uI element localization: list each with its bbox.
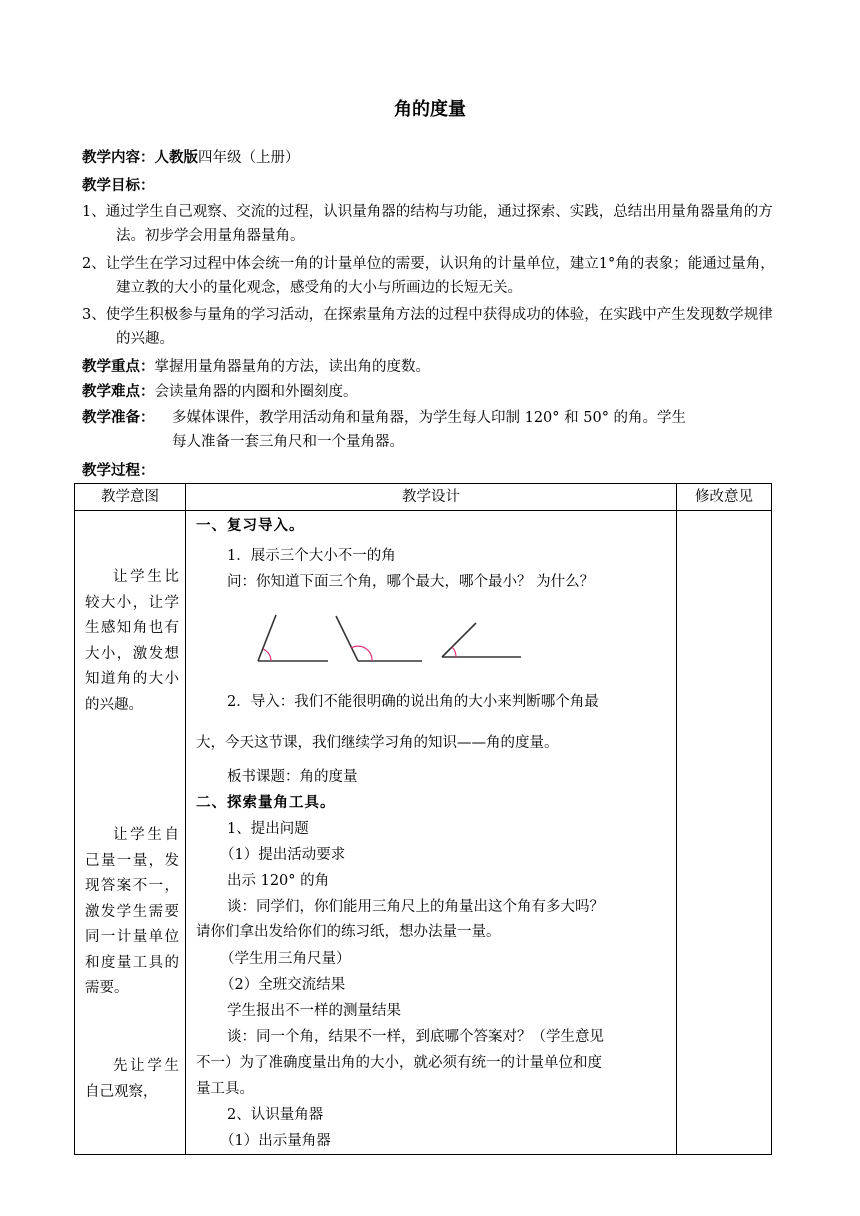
revision-cell (677, 511, 772, 1155)
objective-2: 2、让学生在学习过程中体会统一角的计量单位的需要，认识角的计量单位，建立1°角的表象；能通过量角，建立教的大小的量化观念，感受角的大小与所画边的长短无关。 (82, 256, 775, 296)
angle-2 (336, 616, 422, 661)
process-table (74, 483, 772, 1155)
header-revision: 修改意见 (677, 484, 772, 511)
header-intent: 教学意图 (75, 484, 186, 511)
table-row (75, 511, 772, 1155)
design-line: 谈：同一个角，结果不一样，到底哪个答案对？（学生意见 (227, 1029, 604, 1045)
design-cell (186, 511, 677, 1155)
design-line: 板书课题：角的度量 (227, 769, 358, 785)
table-header-row (75, 484, 772, 511)
design-line: 1．展示三个大小不一的角 (227, 548, 396, 564)
design-line: （1）出示量角器 (220, 1133, 331, 1149)
angle-3 (442, 623, 521, 657)
three-angles-figure (236, 611, 526, 671)
page-title: 角的度量 (394, 99, 466, 120)
design-line: （学生用三角尺量） (220, 951, 351, 967)
design-line: 学生报出不一样的测量结果 (227, 1003, 401, 1019)
design-line: （2）全班交流结果 (220, 977, 346, 993)
content-value-2: 四年级（上册） (198, 150, 300, 166)
preparation: 教学准备： 多媒体课件，教学用活动角和量角器，为学生每人印制 120° 和 50° 的角。学生 每人准备一套三角尺和一个量角器。 (82, 406, 782, 454)
design-line: 2．导入：我们不能很明确的说出角的大小来判断哪个角最 (227, 694, 599, 710)
design-line: 谈：同学们，你们能用三角尺上的角量出这个角有多大吗？ (227, 899, 604, 915)
preparation-line-2: 每人准备一套三角尺和一个量角器。 (172, 434, 404, 450)
design-line: 请你们拿出发给你们的练习纸，想办法量一量。 (196, 924, 501, 940)
process-label: 教学过程： (82, 463, 155, 479)
angle-1 (258, 615, 328, 661)
intent-2: 让学生自己量一量，发现答案不一，激发学生需要同一计量单位和度量工具的需要。 (85, 827, 179, 996)
design-line: 1、提出问题 (227, 821, 309, 837)
design-line: 大，今天这节课，我们继续学习角的知识——角的度量。 (196, 735, 559, 751)
intent-cell (75, 511, 186, 1155)
intent-1: 让学生比较大小，让学生感知角也有大小，激发想知道角的大小的兴趣。 (85, 569, 179, 713)
design-line: 量工具。 (196, 1081, 254, 1097)
design-line: 出示 120° 的角 (227, 873, 330, 889)
content-line (82, 148, 300, 168)
section-1-title: 一、复习导入。 (196, 518, 305, 534)
section-2-title: 二、探索量角工具。 (196, 795, 336, 811)
content-label: 教学内容： (82, 150, 155, 166)
objective-1: 1、通过学生自己观察、交流的过程，认识量角器的结构与功能，通过探索、实践，总结出用量角器量角的方法。初步学会用量角器量角。 (82, 204, 773, 244)
objectives-label: 教学目标： (82, 178, 155, 194)
design-line: 问：你知道下面三个角，哪个最大，哪个最小？ 为什么？ (227, 574, 595, 590)
design-line: 不一）为了准确度量出角的大小，就必须有统一的计量单位和度 (196, 1055, 602, 1071)
content-value: 人教版 (154, 150, 198, 166)
intent-3: 先让学生自己观察， (85, 1058, 179, 1100)
design-line: （1）提出活动要求 (220, 847, 346, 863)
objective-3: 3、使学生积极参与量角的学习活动，在探索量角方法的过程中获得成功的体验，在实践中产生发现数学规律的兴趣。 (82, 307, 773, 347)
design-line: 2、认识量角器 (227, 1107, 324, 1123)
preparation-line-1: 多媒体课件，教学用活动角和量角器，为学生每人印制 120° 和 50° 的角。学生 (172, 410, 687, 426)
key-point: 教学重点：掌握用量角器量角的方法，读出角的度数。 (82, 359, 430, 375)
difficulty: 教学难点：会读量角器的内圈和外圈刻度。 (82, 384, 358, 400)
header-design: 教学设计 (186, 484, 677, 511)
